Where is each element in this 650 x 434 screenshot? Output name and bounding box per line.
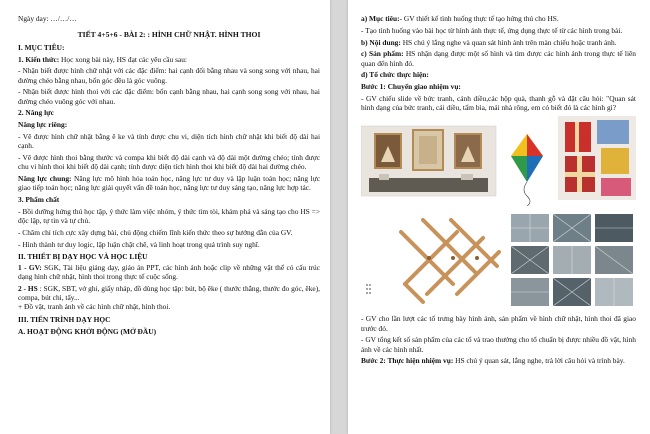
gift-boxes-image — [558, 116, 636, 200]
general-competence-label: Năng lực chung: — [18, 174, 72, 183]
date-line: Ngày day: …/…/… — [18, 14, 77, 23]
step2-text: HS chú ý quan sát, lắng nghe, trả lời câu hỏi và trình bày. — [453, 356, 625, 366]
page-right-content — [361, 14, 636, 368]
photo-row-2 — [361, 210, 636, 308]
content-para — [361, 38, 636, 47]
knowledge-text: Học xong bài này, HS đạt các yêu cầu sau: — [59, 54, 187, 64]
organize-heading: d) Tổ chức thực hiện: — [361, 70, 429, 80]
activity-heading: A. HOẠT ĐỘNG KHỞI ĐỘNG (MỞ ĐẦU) — [18, 326, 157, 336]
step1-reward: - GV tổng kết số sản phẩm của các tổ và trao thưởng cho tổ chuẩn bị được nhiều đồ vật, hình ảnh về các hình nhất. — [361, 335, 636, 354]
objective-para — [361, 14, 636, 23]
knowledge-rect: - Nhận biết được hình chữ nhật với các đặc điểm: hai cạnh đối bằng nhau và song song với nhau, hai đường chéo bằng nhau, bốn góc đều là góc vuông. — [18, 66, 320, 85]
lesson-title: TIẾT 4+5+6 - BÀI 2: : HÌNH CHỮ NHẬT. HÌNH THOI — [77, 30, 261, 40]
objective-label: a) Mục tiêu: — [361, 14, 400, 23]
own-competence-2: - Vẽ được hình thoi bằng thước và compa khi biết độ dài cạnh và độ dài một đường chéo; tính được chu vi hình thoi khi biết độ dài cạnh; tính được diện tích hình thoi khi biết độ dài hai đường chéo. — [18, 153, 320, 172]
knowledge-label: 1. Kiến thức: — [18, 54, 60, 64]
competence-heading: 2. Năng lực — [18, 108, 54, 118]
quality-1: - Bồi dưỡng hứng thú học tập, ý thức làm việc nhóm, ý thức tìm tòi, khám phá và sáng tạo cho HS => độc lập, tự tin và tự chủ. — [18, 206, 320, 225]
content-text: HS chú ý lắng nghe và quan sát hình ảnh trên màn chiếu hoặc tranh ảnh. — [400, 37, 617, 47]
student-materials-2: + Đồ vật, tranh ảnh về các hình chữ nhật, hình thoi. — [18, 302, 171, 312]
quality-heading: 3. Phẩm chất — [18, 195, 60, 204]
student-text: : SGK, SBT, vở ghi, giấy nháp, đồ dùng học tập: bút, bộ êke ( thước thẳng, thước đo góc, êke), compa, bút chì, tẩy... — [18, 284, 321, 303]
page-left-content — [18, 14, 320, 338]
wall-paintings-image — [361, 126, 496, 196]
product-para — [361, 49, 636, 67]
teacher-label: 1 - GV: — [18, 263, 42, 272]
objective-text: - GV thiết kế tình huống thực tế tạo hứng thú cho HS. — [399, 14, 559, 23]
knowledge-para — [18, 55, 320, 64]
student-label: 2 - HS — [18, 284, 38, 293]
teacher-materials — [18, 263, 320, 281]
page-right — [348, 0, 650, 434]
step2-para — [361, 356, 636, 365]
section-objectives: I. MỤC TIÊU: — [18, 43, 65, 53]
quality-3: - Hình thành tư duy logic, lập luận chặt chẽ, và linh hoạt trong quá trình suy nghĩ. — [18, 239, 260, 249]
section-process: III. TIẾN TRÌNH DẠY HỌC — [18, 314, 111, 324]
image-move-handle-icon[interactable] — [366, 284, 372, 294]
mesh-patterns-image — [511, 214, 633, 306]
knowledge-rhombus: - Nhận biết được hình thoi với các đặc điểm: bốn cạnh bằng nhau, hai cạnh song song với nhau, hai đường chéo vuông góc với nhau. — [18, 87, 320, 106]
product-text: HS nhận dạng được một số hình và tìm được các hình ảnh trong thực tế liên quan đến hình đó. — [361, 49, 636, 68]
product-label: c) Sản phẩm: — [361, 49, 404, 59]
objective-2: - Tạo tình huống vào bài học từ hình ảnh thực tế, ứng dụng thực tế từ các hình trong bài. — [361, 25, 623, 35]
student-materials — [18, 284, 320, 302]
content-label: b) Nội dung: — [361, 37, 401, 47]
own-competence-heading: Năng lực riêng: — [18, 120, 68, 130]
step2-label: Bước 2: Thực hiện nhiệm vụ: — [361, 356, 454, 366]
teacher-text: SGK, Tài liệu giảng dạy, giáo án PPT, các hình ảnh hoặc clip về những vật thể có cấu trúc dạng hình chữ nhật, hình thoi trong thực tế cuộc sống. — [18, 263, 320, 282]
step1-display: - GV cho lần lượt các tổ trưng bày hình ảnh, sản phẩm về hình chữ nhật, hình thoi đã giao trước đó. — [361, 314, 636, 333]
step1-text: - GV chiếu slide về bức tranh, cánh diều,các hộp quà, thanh gỗ và đặt câu hỏi: "Quan sát hình dạng của bức tranh, cái diều, tấm bìa, mái nhà rông, em có biết đó là các hình gì? — [361, 93, 636, 113]
photo-row-1-graphic — [361, 116, 636, 206]
section-equipment: II. THIẾT BỊ DẠY HỌC VÀ HỌC LIỆU — [18, 251, 148, 261]
quality-2: - Chăm chỉ tích cực xây dựng bài, chủ động chiếm lĩnh kiến thức theo sự hướng dẫn của GV. — [18, 227, 293, 237]
own-competence-1: - Vẽ được hình chữ nhật bằng ê ke và tính được chu vi, diện tích hình chữ nhật khi biết độ dài hai cạnh. — [18, 132, 320, 151]
general-competence — [18, 174, 320, 192]
kite-image — [511, 134, 543, 206]
step1-heading: Bước 1: Chuyển giao nhiệm vụ: — [361, 82, 461, 92]
wooden-lattice-image — [401, 220, 499, 302]
photo-row-2-graphic — [361, 210, 636, 308]
photo-row-1 — [361, 116, 636, 206]
general-competence-text: Năng lực mô hình hóa toán học, năng lực tư duy và lập luận toán học; năng lực giao tiếp toán học; năng lực giải quyết vấn đề toán học, năng lực tư duy sáng tạo, năng lực hợp tác. — [18, 174, 320, 193]
